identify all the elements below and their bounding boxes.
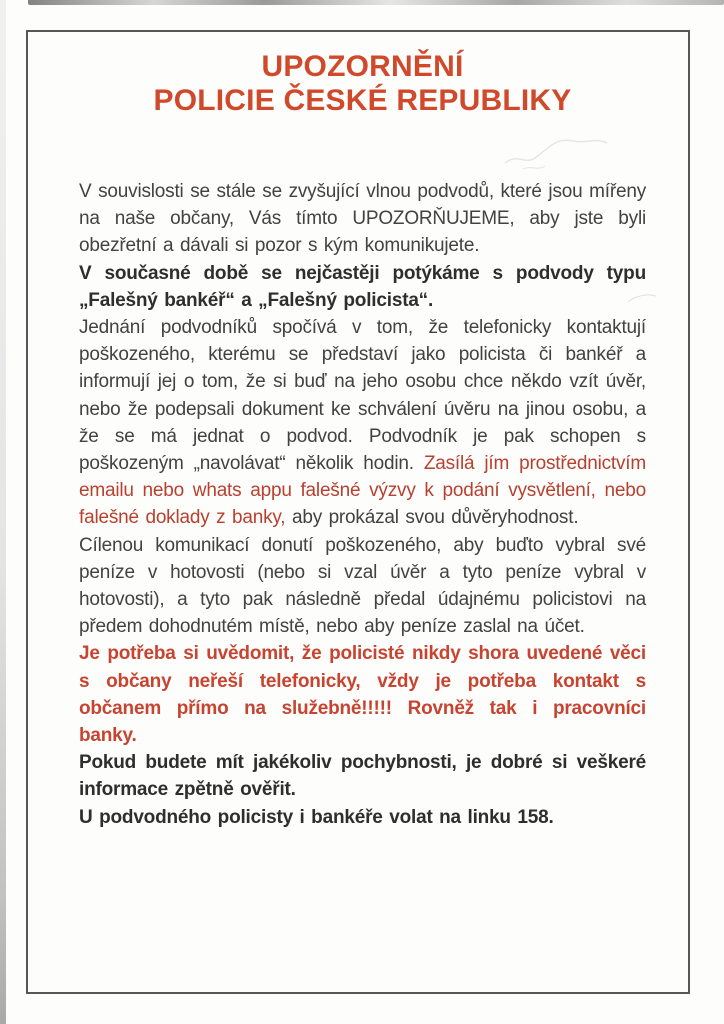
scheme-text-black-start: Jednání podvodníků spočívá v tom, že telefonicky kontaktují poškozeného, kterému se představí jako policista či bankéř a informují jej o tom, že si buď na jeho osobu chce někdo vzít úvěr, nebo že podepsali dokument ke schválení úvěru na jinou osobu, a že se má jednat o podvod. Podvodník je pak schopen s poškozeným „navolávat“ několik hodin. bbox=[79, 317, 646, 475]
paragraph-scam-types: V současné době se nejčastěji potýkáme s podvody typu „Falešný bankéř“ a „Falešný policista“. bbox=[79, 262, 646, 311]
paragraph-verify-advice: Pokud budete mít jakékoliv pochybnosti, je dobré si veškeré informace zpětně ověřit. bbox=[79, 752, 646, 801]
scan-edge-artifact-top bbox=[28, 0, 724, 5]
paragraph-money-extraction: Cílenou komunikací donutí poškozeného, aby buďto vybral své peníze v hotovosti (nebo si vzal úvěr a tyto peníze vybral v hotovosti), a tyto pak následně předal údajnému policistovi na předem dohodnutém místě, nebo aby peníze zaslal na účet. bbox=[79, 534, 646, 638]
notice-title bbox=[79, 50, 646, 118]
notice-title-line2: POLICIE ČESKÉ REPUBLIKY bbox=[153, 84, 572, 117]
paragraph-call-158: U podvodného policisty i bankéře volat na linku 158. bbox=[79, 806, 554, 828]
scan-edge-artifact-left bbox=[0, 0, 6, 1024]
notice-content bbox=[79, 50, 646, 831]
paragraph-intro-warning: V souvislosti se stále se zvyšující vlnou podvodů, které jsou mířeny na naše občany, Vás tímto UPOZORŇUJEME, aby jste byli obezřetní a dávali si pozor s kým komunikujete. bbox=[79, 181, 646, 257]
paragraph-red-warning: Je potřeba si uvědomit, že policisté nikdy shora uvedené věci s občany neřeší telefonicky, vždy je potřeba kontakt s občanem přímo na služebně!!!!! Rovněž tak i pracovníci banky. bbox=[79, 643, 646, 747]
scheme-text-red-highlight: Zasílá jím prostřednictvím emailu nebo whats appu falešné výzvy k podání vysvětlení, nebo falešné doklady z banky, bbox=[79, 453, 646, 529]
notice-title-line1: UPOZORNĚNÍ bbox=[261, 50, 464, 83]
scheme-text-black-end: aby prokázal svou důvěryhodnost. bbox=[285, 507, 579, 529]
paragraph-scam-scheme bbox=[79, 314, 646, 532]
